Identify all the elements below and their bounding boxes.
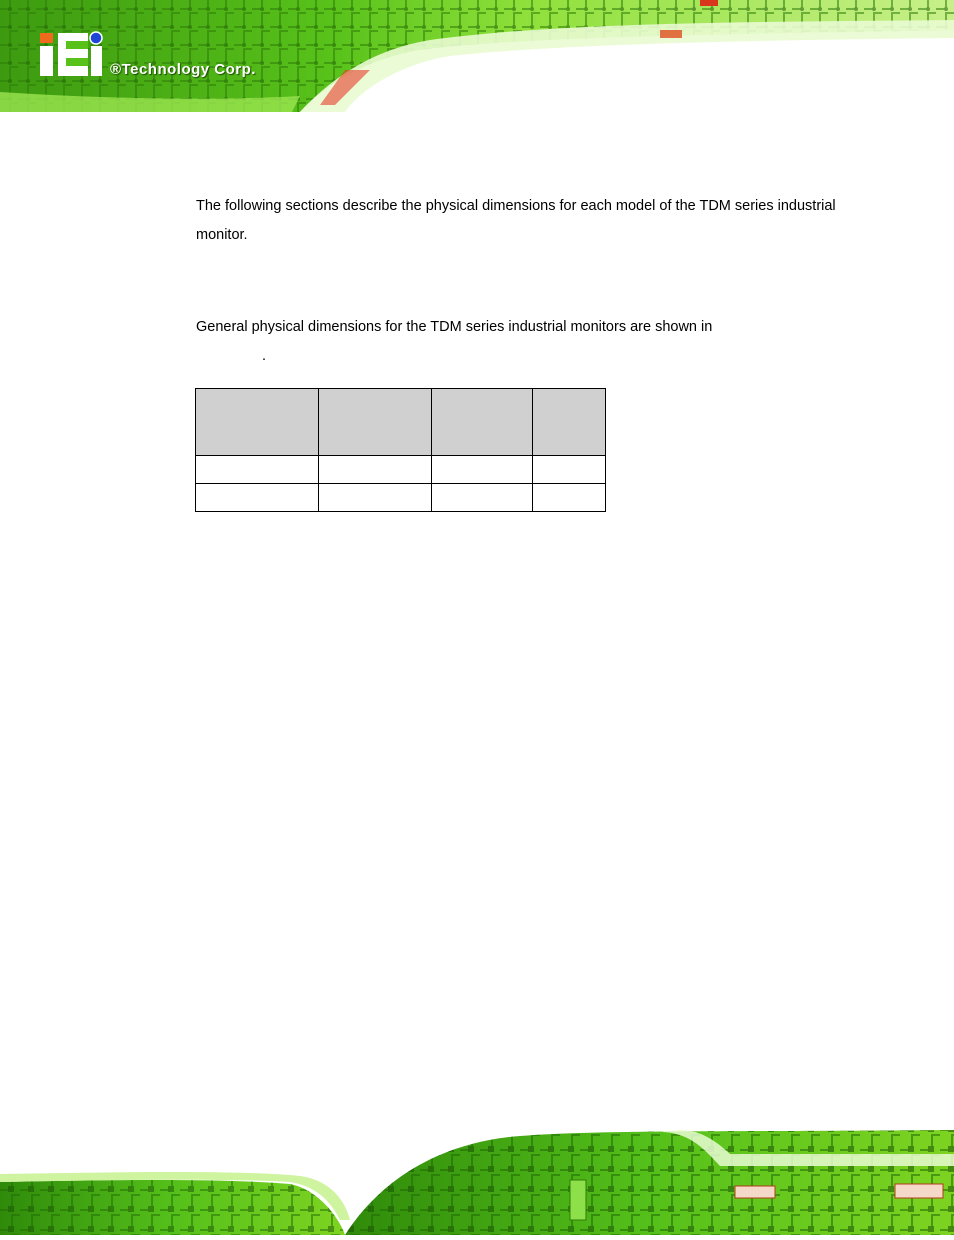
dimensions-paragraph-line-1: General physical dimensions for the TDM series industrial monitors are shown in [196,319,713,335]
table-row [196,484,606,512]
table-cell [196,484,319,512]
table-cell [432,484,533,512]
page-header-banner [0,0,954,115]
circuit-board-header-graphic [0,0,954,115]
table-cell [319,456,432,484]
table-header-cell [533,389,606,456]
table-header-cell [196,389,319,456]
table-header-row [196,389,606,456]
iei-logo [40,32,102,76]
dimensions-paragraph-line-2: . [262,348,267,364]
page-footer-banner [0,1120,954,1235]
table-cell [533,484,606,512]
table-cell [319,484,432,512]
dimensions-table [195,388,606,512]
table-header-cell [319,389,432,456]
table-cell [432,456,533,484]
dimensions-table-wrapper [195,388,606,512]
table-header-cell [432,389,533,456]
company-name: ®Technology Corp. [110,61,256,78]
circuit-board-footer-graphic [0,1120,954,1235]
intro-paragraph: The following sections describe the physical dimensions for each model of the TDM series industrial monitor. [196,198,836,243]
table-cell [533,456,606,484]
table-row [196,456,606,484]
table-cell [196,456,319,484]
